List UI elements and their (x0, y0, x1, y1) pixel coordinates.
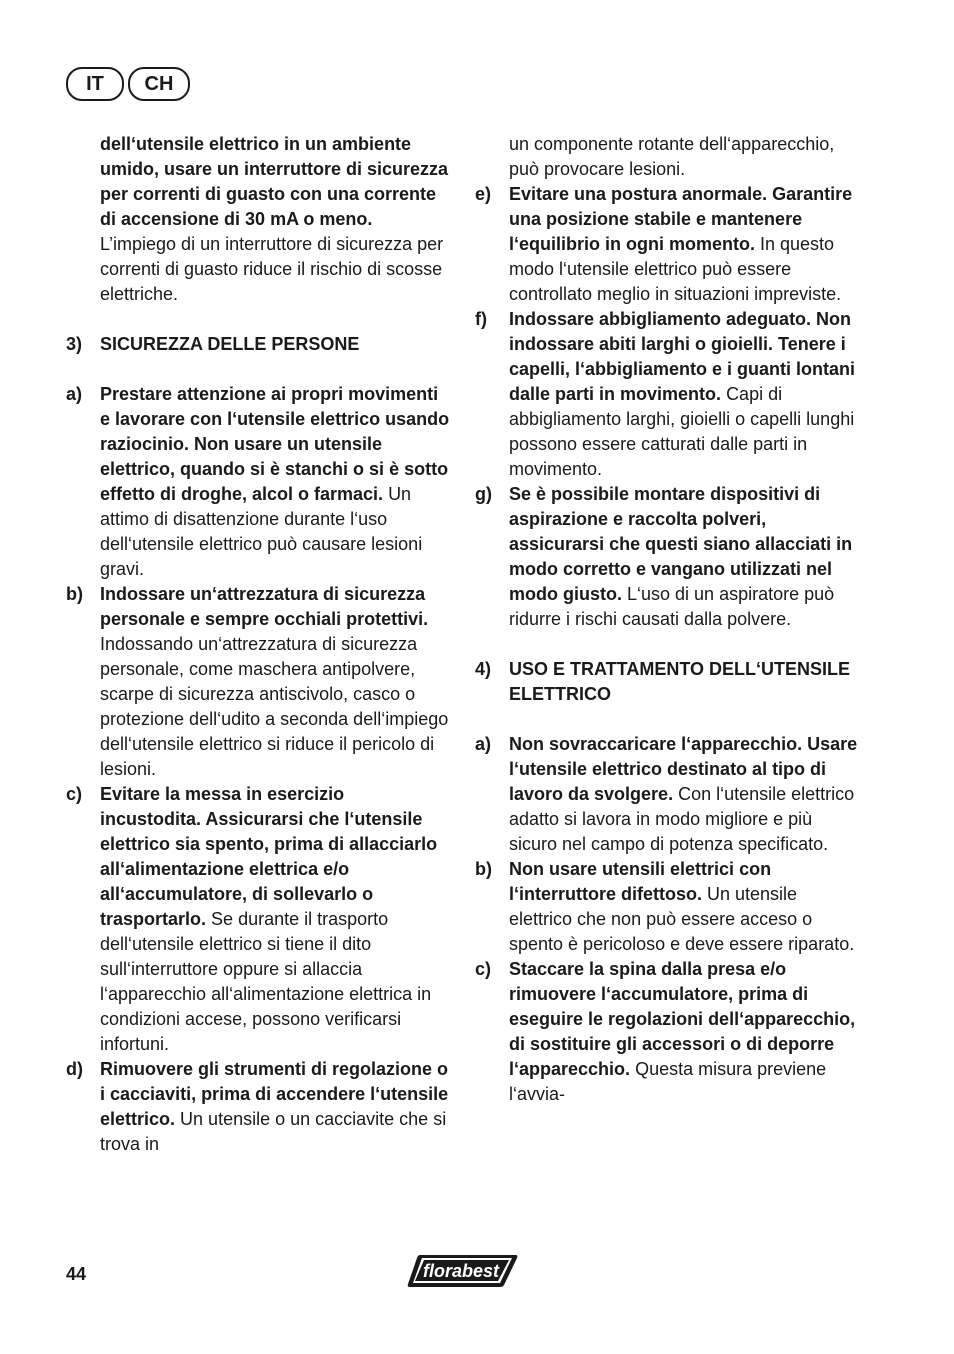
continued-paragraph (475, 132, 865, 182)
item-text: Con l‘utensile elettrico adatto si lavora in modo migliore e più sicuro nel campo di potenza specificato. (509, 784, 855, 854)
item-bold: Staccare la spina dalla presa e/o rimuovere l‘accumulatore, prima di eseguire le regolazioni dell‘apparecchio, di sostituire gli accessori o di deporre l‘apparecchio. (509, 959, 856, 1079)
item-label: b) (66, 584, 83, 604)
item-bold: Evitare una postura anormale. Garantire una posizione stabile e mantenere l‘equilibrio in ogni momento. (509, 184, 853, 254)
list-item (475, 182, 865, 307)
continued-bold: dell‘utensile elettrico in un ambiente umido, usare un interruttore di sicurezza per correnti di guasto con una corrente di accensione di 30 mA o meno. (100, 134, 449, 229)
item-label: f) (475, 309, 487, 329)
item-bold: Evitare la messa in esercizio incustodita. Assicurarsi che l‘utensile elettrico sia spento, prima di allacciarlo all‘alimentazione elettrica e/o all‘accumulatore, di sollevarlo o trasportarlo. (100, 784, 438, 929)
item-label: a) (475, 734, 492, 754)
item-bold: Indossare un‘attrezzatura di sicurezza personale e sempre occhiali protettivi. (100, 584, 429, 629)
list-item (475, 482, 865, 632)
item-text: In questo modo l‘utensile elettrico può essere controllato meglio in situazioni impreviste. (509, 234, 842, 304)
list-item (66, 382, 450, 582)
item-text: L‘uso di un aspiratore può ridurre i rischi causati dalla polvere. (509, 584, 835, 629)
list-item (66, 582, 450, 782)
item-text: Se durante il trasporto dell‘utensile elettrico si tiene il dito sull‘interruttore oppure si allaccia l‘apparecchio all‘alimentazione elettrica in condizioni accese, possono verificarsi infortuni. (100, 909, 432, 1054)
item-text: Capi di abbigliamento larghi, gioielli o capelli lunghi possono essere catturati dalle parti in movimento. (509, 384, 855, 479)
item-label: c) (66, 784, 83, 804)
list-item (475, 732, 865, 857)
continued-text: L’impiego di un interruttore di sicurezza per correnti di guasto riduce il rischio di scosse elettriche. (100, 234, 444, 304)
language-badge-ch: CH (128, 67, 190, 101)
item-label: b) (475, 859, 492, 879)
section-title: USO E TRATTAMENTO DELL‘UTENSILE ELETTRICO (509, 659, 850, 704)
item-label: g) (475, 484, 492, 504)
continued-text: un componente rotante dell‘apparecchio, può provocare lesioni. (509, 134, 835, 179)
list-item (475, 857, 865, 957)
brand-name: florabest (422, 1261, 500, 1281)
left-column (66, 132, 450, 1157)
item-text: Indossando un‘attrezzatura di sicurezza personale, come maschera antipolvere, scarpe di sicurezza antiscivolo, casco o protezione dell‘udito a seconda dell‘impiego dell‘utensile elettrico si riduce il pericolo di lesioni. (100, 634, 449, 779)
item-text: Un utensile elettrico che non può essere acceso o spento è pericoloso e deve essere riparato. (509, 884, 855, 954)
section-heading-4 (475, 657, 865, 707)
item-bold: Non usare utensili elettrici con l‘interruttore difettoso. (509, 859, 772, 904)
section-title: SICUREZZA DELLE PERSONE (100, 334, 360, 354)
list-item (475, 957, 865, 1107)
section-number: 3) (66, 334, 83, 354)
list-item (475, 307, 865, 482)
item-text: Un utensile o un cacciavite che si trova in (100, 1109, 447, 1154)
item-bold: Se è possibile montare dispositivi di aspirazione e raccolta polveri, assicurarsi che questi siano allacciati in modo corretto e vangano utilizzati nel modo giusto. (509, 484, 853, 604)
florabest-logo (406, 1252, 518, 1288)
item-label: c) (475, 959, 492, 979)
item-label: a) (66, 384, 83, 404)
section-number: 4) (475, 659, 492, 679)
item-text: Questa misura previene l‘avvia- (509, 1059, 827, 1104)
page-number: 44 (66, 1264, 87, 1284)
item-bold: Prestare attenzione ai propri movimenti e lavorare con l‘utensile elettrico usando raziocinio. Non usare un utensile elettrico, quando si è stanchi o si è sotto effetto di droghe, alcol o farmaci. (100, 384, 450, 504)
continued-paragraph (66, 132, 450, 307)
language-badge-it: IT (66, 67, 124, 101)
section-heading-3 (66, 332, 450, 357)
list-item (66, 1057, 450, 1157)
list-item (66, 782, 450, 1057)
item-label: d) (66, 1059, 83, 1079)
right-column (475, 132, 865, 1107)
item-bold: Non sovraccaricare l‘apparecchio. Usare l‘utensile elettrico destinato al tipo di lavoro da svolgere. (509, 734, 858, 804)
item-label: e) (475, 184, 492, 204)
language-badges (66, 67, 190, 101)
item-bold: Rimuovere gli strumenti di regolazione o i cacciaviti, prima di accendere l‘utensile elettrico. (100, 1059, 449, 1129)
item-bold: Indossare abbigliamento adeguato. Non indossare abiti larghi o gioielli. Tenere i capelli, l‘abbigliamento e i guanti lontani dalle parti in movimento. (509, 309, 856, 404)
item-text: Un attimo di disattenzione durante l‘uso dell‘utensile elettrico può causare lesioni gravi. (100, 484, 423, 579)
